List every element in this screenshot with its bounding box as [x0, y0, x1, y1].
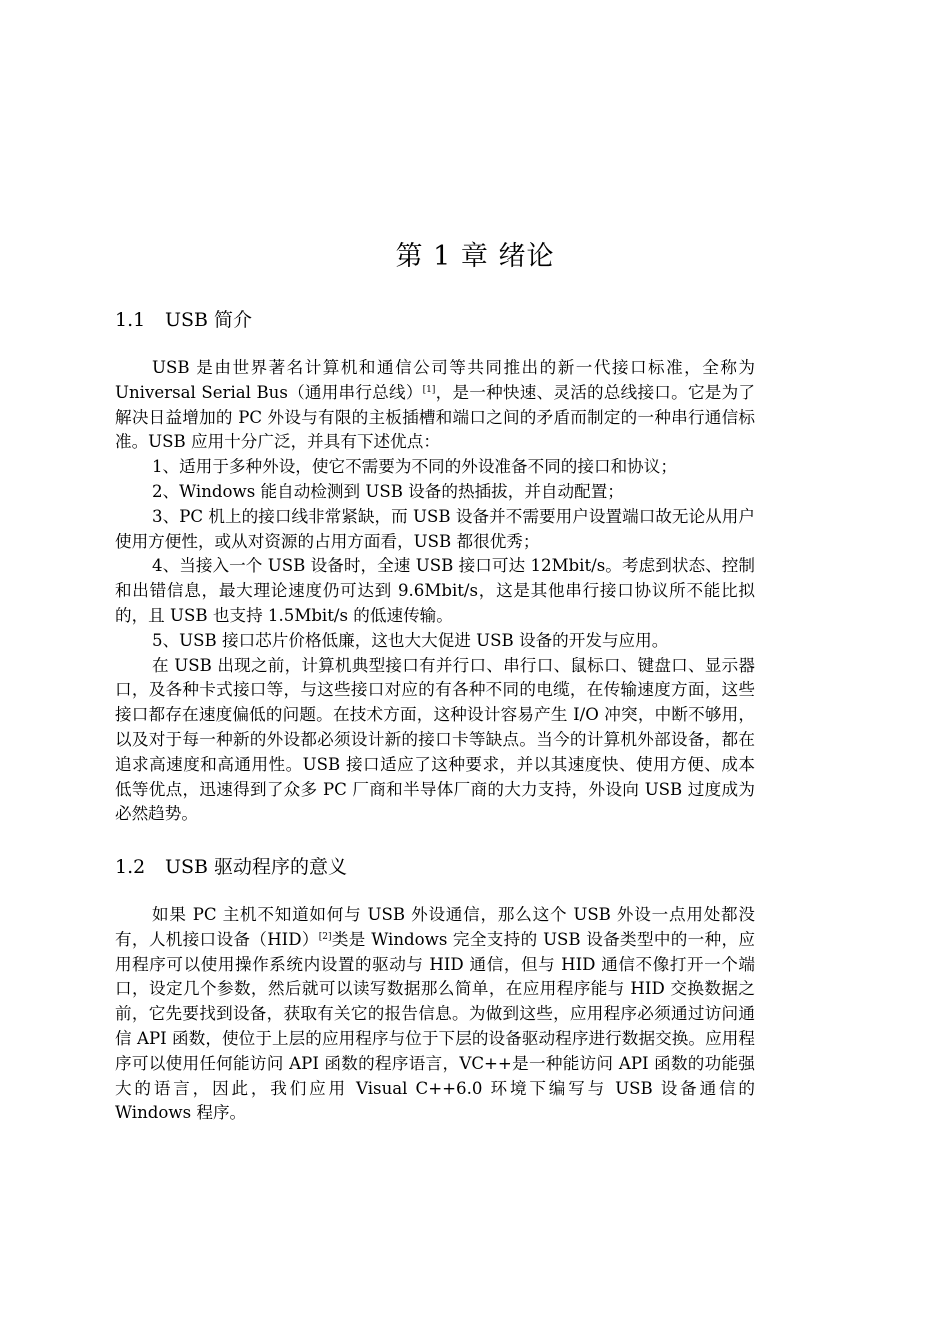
paragraph-text: 类是 Windows 完全支持的 USB 设备类型中的一种，应用程序可以使用操作系统内设置的驱动与 HID 通信，但与 HID 通信不像打开一个端口，设定几个参数，然后就可以读写数据那么简单，在应用程序能与 HID 交换数据之前，它先要找到设备，获取有关它的报告信息。为做到这些，应用程序必须通过访问通信 API 函数，使位于上层的应用程序与位于下层的设备驱动程序进行数据交换。应用程序可以使用任何能访问 API 函数的程序语言，VC++是一种能访问 API 函数的功能强大的语言，因此，我们应用 Visual C++6.0 环境下编写与 USB 设备通信的 Windows 程序。 — [115, 929, 755, 1123]
section-heading-1-1 — [115, 307, 252, 333]
list-item: 5、USB 接口芯片价格低廉，这也大大促进 USB 设备的开发与应用。 — [152, 630, 669, 650]
paragraph-text: USB 是由世界著名计算机和通信公司等共同推出的新一代接口标准，全称为 Universal Serial Bus（通用串行总线） — [115, 358, 755, 402]
chapter-title: 第 1 章 绪论 — [395, 241, 555, 272]
citation-ref: [2] — [318, 931, 332, 942]
section-title: USB 驱动程序的意义 — [165, 856, 348, 878]
paragraph — [115, 903, 755, 1126]
list-item: 4、当接入一个 USB 设备时，全速 USB 接口可达 12Mbit/s。考虑到状态、控制和出错信息，最大理论速度仍可达到 9.6Mbit/s，这是其他串行接口协议所不能比拟的，且 USB 也支持 1.5Mbit/s 的低速传输。 — [115, 556, 755, 625]
section-1-1-body — [115, 356, 755, 827]
paragraph — [115, 356, 755, 455]
paragraph-text: 如果 PC 主机不知道如何与 USB 外设通信，那么这个 USB 外设一点用处都没有，人机接口设备（HID） — [115, 905, 755, 949]
section-title: USB 简介 — [165, 309, 253, 331]
list-item: 3、PC 机上的接口线非常紧缺，而 USB 设备并不需要用户设置端口故无论从用户使用方便性，或从对资源的占用方面看，USB 都很优秀； — [115, 506, 755, 551]
section-heading-1-2 — [115, 854, 347, 880]
list-item: 2、Windows 能自动检测到 USB 设备的热插拔，并自动配置； — [152, 481, 624, 501]
section-1-2-body — [115, 903, 755, 1126]
paragraph-text: ，是一种快速、灵活的总线接口。它是为了解决日益增加的 PC 外设与有限的主板插槽和端口之间的矛盾而制定的一种串行通信标准。USB 应用十分广泛，并具有下述优点： — [115, 382, 756, 452]
section-number: 1.2 — [115, 856, 146, 878]
paragraph: 在 USB 出现之前，计算机典型接口有并行口、串行口、鼠标口、键盘口、显示器口，及各种卡式接口等，与这些接口对应的有各种不同的电缆，在传输速度方面，这些接口都存在速度偏低的问题。在技术方面，这种设计容易产生 I/O 冲突，中断不够用，以及对于每一种新的外设都必须设计新的接口卡等缺点。当今的计算机外部设备，都在追求高速度和高通用性。USB 接口适应了这种要求，并以其速度快、使用方便、成本低等优点，迅速得到了众多 PC 厂商和半导体厂商的大力支持，外设向 USB 过度成为必然趋势。 — [115, 655, 755, 824]
list-item: 1、适用于多种外设，使它不需要为不同的外设准备不同的接口和协议； — [152, 457, 677, 477]
section-number: 1.1 — [115, 309, 146, 331]
citation-ref: [1] — [422, 384, 436, 395]
